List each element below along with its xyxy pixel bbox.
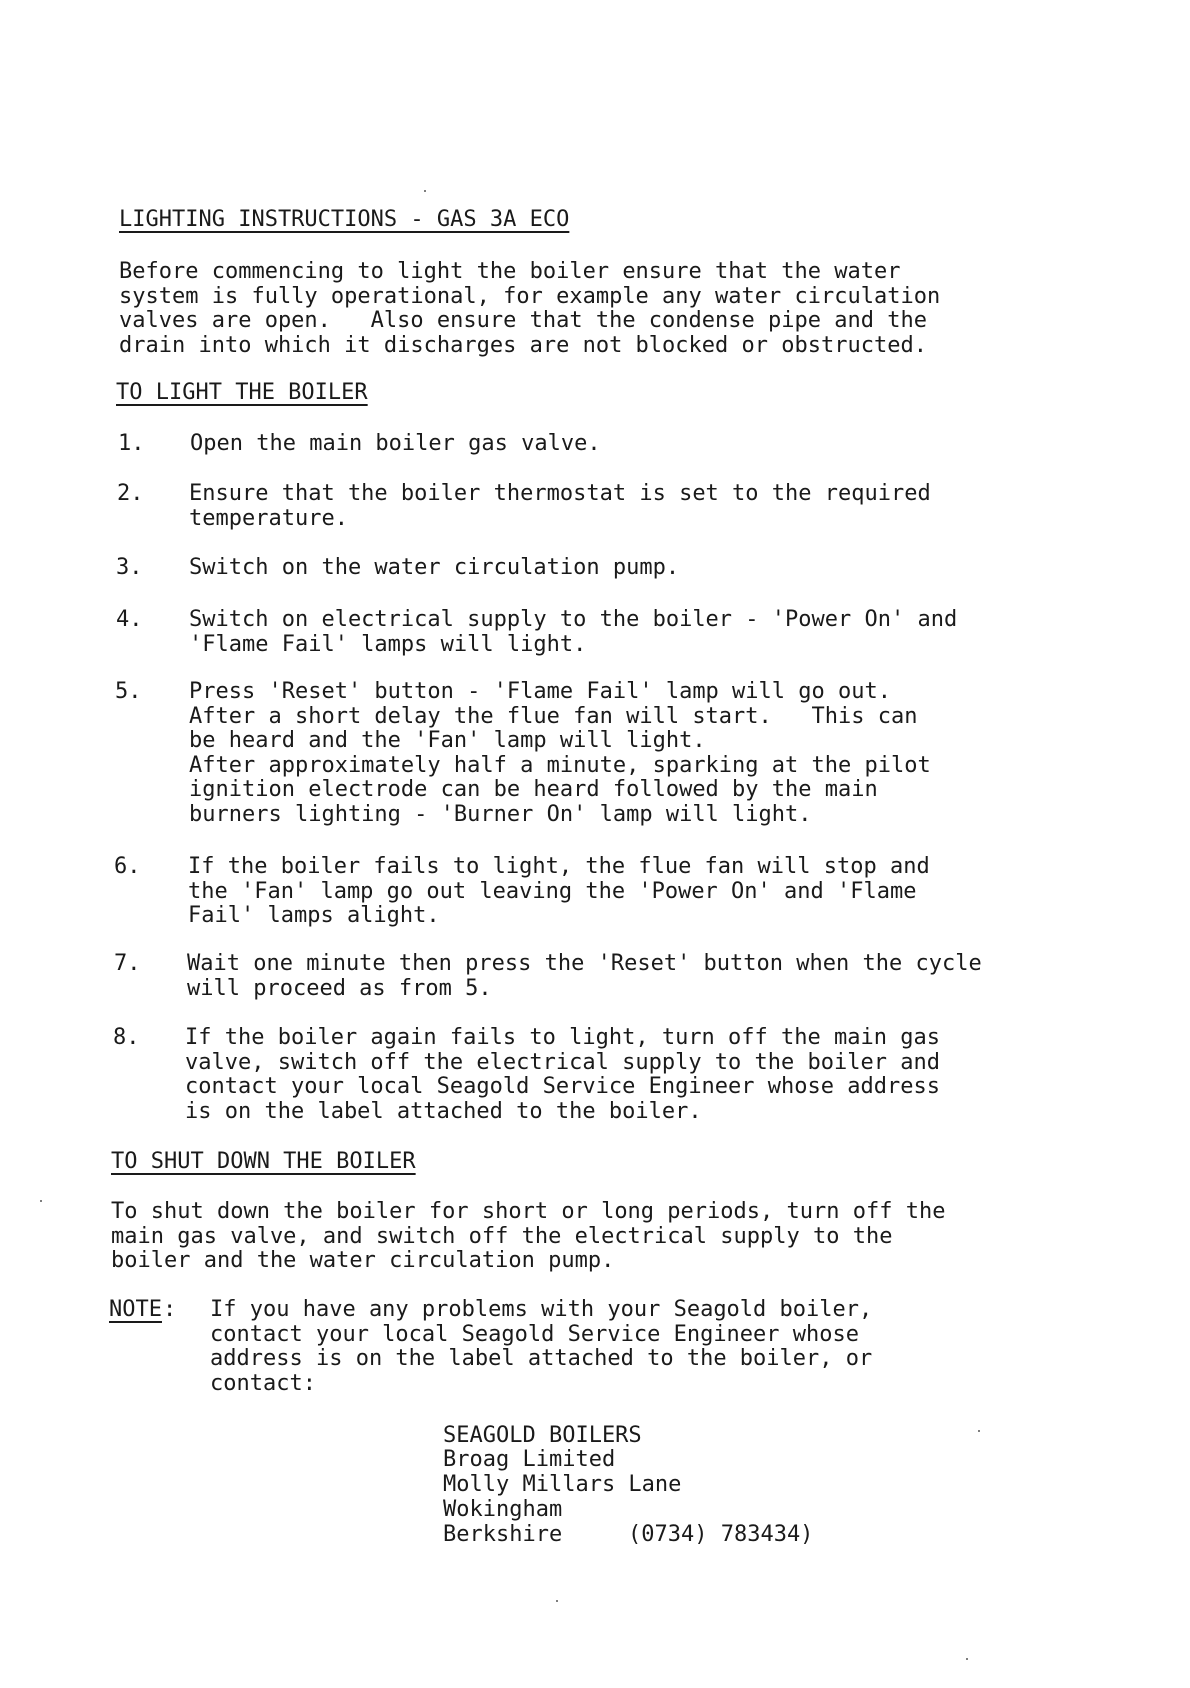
address-phone: (0734) 783434)	[628, 1522, 814, 1547]
step-text: Switch on the water circulation pump.	[189, 555, 680, 580]
step-number: 4.	[116, 607, 143, 632]
note-label: NOTE	[109, 1297, 162, 1322]
scan-speck	[966, 1658, 968, 1660]
address-line: Broag Limited	[443, 1447, 616, 1472]
scan-speck	[424, 190, 426, 192]
light-boiler-heading: TO LIGHT THE BOILER	[116, 380, 368, 405]
scan-speck	[978, 1430, 980, 1432]
document-title: LIGHTING INSTRUCTIONS - GAS 3A ECO	[119, 207, 570, 232]
step-number: 5.	[115, 679, 142, 704]
step-number: 8.	[113, 1025, 140, 1050]
step-number: 7.	[114, 951, 141, 976]
step-number: 6.	[114, 854, 141, 879]
scan-speck	[556, 1600, 558, 1602]
address-town: Wokingham	[443, 1497, 563, 1522]
shut-down-heading: TO SHUT DOWN THE BOILER	[111, 1149, 416, 1174]
scan-speck	[40, 1200, 42, 1202]
step-text: Press 'Reset' button - 'Flame Fail' lamp will go out. After a short delay the flue fan will start. This can be heard and the 'Fan' lamp will light. After approximately half a minute, sparking at the pilot ignition electrode can be heard followed by the main burners lighting - 'Burner On' lamp will light.	[189, 679, 931, 827]
step-number: 2.	[117, 481, 144, 506]
address-county: Berkshire	[443, 1522, 563, 1547]
shut-down-paragraph: To shut down the boiler for short or long periods, turn off the main gas valve, and switch off the electrical supply to the boiler and the water circulation pump.	[111, 1199, 946, 1273]
step-text: If the boiler fails to light, the flue fan will stop and the 'Fan' lamp go out leaving the 'Power On' and 'Flame Fail' lamps alight.	[188, 854, 930, 928]
step-text: Ensure that the boiler thermostat is set to the required temperature.	[189, 481, 931, 531]
step-text: If the boiler again fails to light, turn off the main gas valve, switch off the electrical supply to the boiler and contact your local Seagold Service Engineer whose address is on the label attached to the boiler.	[185, 1025, 940, 1124]
step-text: Switch on electrical supply to the boiler - 'Power On' and 'Flame Fail' lamps will light.	[189, 607, 958, 657]
note-colon: :	[163, 1297, 177, 1322]
step-number: 3.	[116, 555, 143, 580]
step-text: Open the main boiler gas valve.	[190, 431, 601, 456]
note-text: If you have any problems with your Seagold boiler, contact your local Seagold Service Engineer whose address is on the label attached to the boiler, or contact:	[210, 1297, 873, 1396]
intro-paragraph: Before commencing to light the boiler ensure that the water system is fully operational, for example any water circulation valves are open. Also ensure that the condense pipe and the drain into which it discharges are not blocked or obstructed.	[119, 259, 941, 358]
address-street: Molly Millars Lane	[443, 1472, 682, 1497]
address-company: SEAGOLD BOILERS	[443, 1423, 642, 1448]
step-number: 1.	[118, 431, 145, 456]
step-text: Wait one minute then press the 'Reset' button when the cycle will proceed as from 5.	[187, 951, 982, 1001]
